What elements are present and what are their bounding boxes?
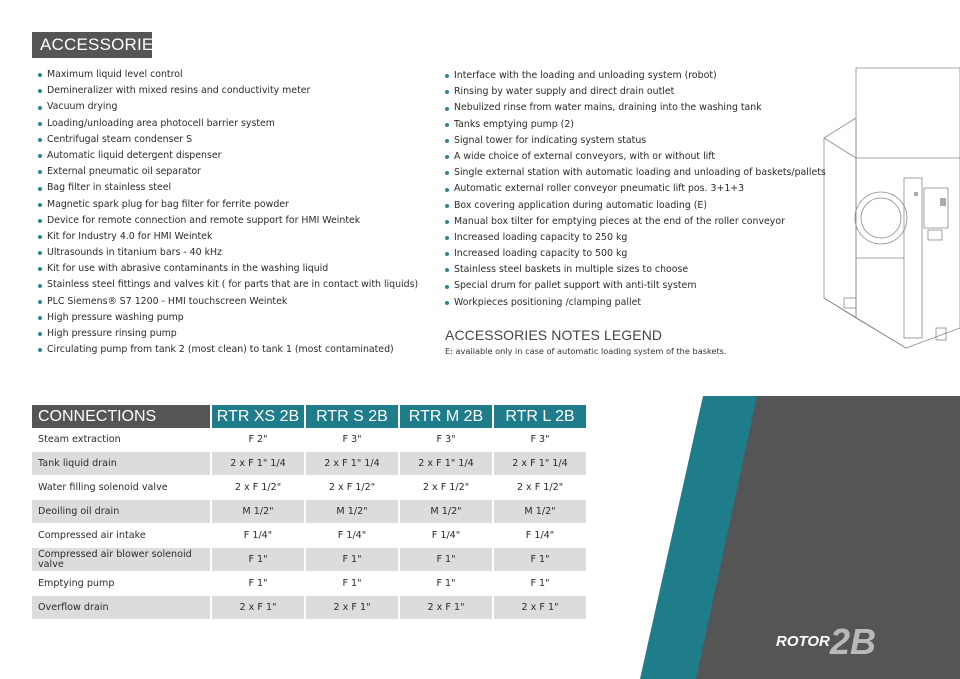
row-label: Overflow drain — [32, 596, 211, 620]
notes-legend-text: E: available only in case of automatic loading system of the baskets. — [445, 346, 727, 356]
table-row — [32, 572, 587, 596]
accessory-item: Box covering application during automatic loading (E) — [445, 198, 826, 214]
accessory-item: Centrifugal steam condenser S — [38, 132, 418, 148]
table-cell: F 3" — [493, 428, 587, 452]
notes-legend-title: ACCESSORIES NOTES LEGEND — [445, 327, 663, 343]
row-label: Steam extraction — [32, 428, 211, 452]
accessory-item: Device for remote connection and remote support for HMI Weintek — [38, 213, 418, 229]
accessory-item: Loading/unloading area photocell barrier system — [38, 116, 418, 132]
accessory-item: Stainless steel baskets in multiple sizes to choose — [445, 262, 826, 278]
table-cell: M 1/2" — [305, 500, 399, 524]
table-cell: 2 x F 1/2" — [305, 476, 399, 500]
table-cell: 2 x F 1" — [399, 596, 493, 620]
accessory-item: PLC Siemens® S7 1200 - HMI touchscreen Weintek — [38, 294, 418, 310]
table-cell: 2 x F 1/2" — [399, 476, 493, 500]
accessory-item: Stainless steel fittings and valves kit ( for parts that are in contact with liquids) — [38, 277, 418, 293]
accessory-item: Rinsing by water supply and direct drain outlet — [445, 84, 826, 100]
table-cell: 2 x F 1/2" — [211, 476, 305, 500]
table-cell: 2 x F 1" 1/4 — [399, 452, 493, 476]
accessory-item: Manual box tilter for emptying pieces at the end of the roller conveyor — [445, 214, 826, 230]
table-cell: M 1/2" — [493, 500, 587, 524]
accessory-item: Nebulized rinse from water mains, draining into the washing tank — [445, 100, 826, 116]
connections-header-row — [32, 405, 587, 428]
accessory-item: Interface with the loading and unloading system (robot) — [445, 68, 826, 84]
row-label: Compressed air blower solenoid valve — [32, 548, 211, 572]
accessory-item: Special drum for pallet support with anti-tilt system — [445, 278, 826, 294]
column-header: RTR M 2B — [399, 405, 493, 428]
accessory-item: Magnetic spark plug for bag filter for ferrite powder — [38, 197, 418, 213]
table-cell: F 1" — [211, 548, 305, 572]
accessory-item: Increased loading capacity to 250 kg — [445, 230, 826, 246]
accessories-list-left — [38, 67, 418, 358]
table-row — [32, 476, 587, 500]
connections-table — [32, 405, 588, 620]
accessory-item: Vacuum drying — [38, 99, 418, 115]
table-row — [32, 596, 587, 620]
machine-illustration — [816, 58, 960, 358]
accessory-item: Kit for use with abrasive contaminants in the washing liquid — [38, 261, 418, 277]
row-label: Emptying pump — [32, 572, 211, 596]
table-row — [32, 452, 587, 476]
table-cell: 2 x F 1" — [305, 596, 399, 620]
table-cell: F 3" — [399, 428, 493, 452]
accessory-item: Circulating pump from tank 2 (most clean) to tank 1 (most contaminated) — [38, 342, 418, 358]
accessory-item: High pressure washing pump — [38, 310, 418, 326]
table-cell: F 1" — [305, 548, 399, 572]
table-cell: F 2" — [211, 428, 305, 452]
accessory-item: Maximum liquid level control — [38, 67, 418, 83]
accessory-item: Automatic external roller conveyor pneumatic lift pos. 3+1+3 — [445, 181, 826, 197]
table-cell: 2 x F 1" 1/4 — [305, 452, 399, 476]
row-label: Compressed air intake — [32, 524, 211, 548]
accessories-title: ACCESSORIES — [32, 32, 152, 58]
accessory-item: Workpieces positioning /clamping pallet — [445, 295, 826, 311]
table-cell: F 3" — [305, 428, 399, 452]
accessory-item: A wide choice of external conveyors, with or without lift — [445, 149, 826, 165]
table-cell: 2 x F 1" — [211, 596, 305, 620]
table-cell: F 1" — [211, 572, 305, 596]
accessories-list-right — [445, 68, 826, 311]
accessory-item: Tanks emptying pump (2) — [445, 117, 826, 133]
accessory-item: High pressure rinsing pump — [38, 326, 418, 342]
table-cell: F 1" — [399, 572, 493, 596]
table-cell: 2 x F 1" — [493, 596, 587, 620]
accessory-item: Demineralizer with mixed resins and conductivity meter — [38, 83, 418, 99]
table-cell: F 1/4" — [305, 524, 399, 548]
table-cell: M 1/2" — [399, 500, 493, 524]
logo-word: ROTOR — [776, 633, 830, 650]
accessory-item: Automatic liquid detergent dispenser — [38, 148, 418, 164]
connections-title: CONNECTIONS — [32, 405, 211, 428]
accessory-item: Kit for Industry 4.0 for HMI Weintek — [38, 229, 418, 245]
table-cell: F 1/4" — [399, 524, 493, 548]
table-cell: M 1/2" — [211, 500, 305, 524]
accessory-item: External pneumatic oil separator — [38, 164, 418, 180]
table-row — [32, 428, 587, 452]
table-cell: F 1" — [399, 548, 493, 572]
accessory-item: Single external station with automatic loading and unloading of baskets/pallets — [445, 165, 826, 181]
table-cell: 2 x F 1" 1/4 — [493, 452, 587, 476]
accessory-item: Bag filter in stainless steel — [38, 180, 418, 196]
table-cell: 2 x F 1" 1/4 — [211, 452, 305, 476]
table-cell: 2 x F 1/2" — [493, 476, 587, 500]
accessory-item: Ultrasounds in titanium bars - 40 kHz — [38, 245, 418, 261]
table-row — [32, 548, 587, 572]
row-label: Tank liquid drain — [32, 452, 211, 476]
column-header: RTR L 2B — [493, 405, 587, 428]
logo-model: 2B — [830, 621, 877, 661]
accessory-item: Signal tower for indicating system status — [445, 133, 826, 149]
rotor-2b-logo — [776, 621, 886, 661]
accessory-item: Increased loading capacity to 500 kg — [445, 246, 826, 262]
column-header: RTR XS 2B — [211, 405, 305, 428]
table-row — [32, 524, 587, 548]
table-cell: F 1/4" — [211, 524, 305, 548]
table-cell: F 1/4" — [493, 524, 587, 548]
table-cell: F 1" — [493, 548, 587, 572]
table-cell: F 1" — [305, 572, 399, 596]
row-label: Water filling solenoid valve — [32, 476, 211, 500]
table-cell: F 1" — [493, 572, 587, 596]
table-row — [32, 500, 587, 524]
column-header: RTR S 2B — [305, 405, 399, 428]
row-label: Deoiling oil drain — [32, 500, 211, 524]
